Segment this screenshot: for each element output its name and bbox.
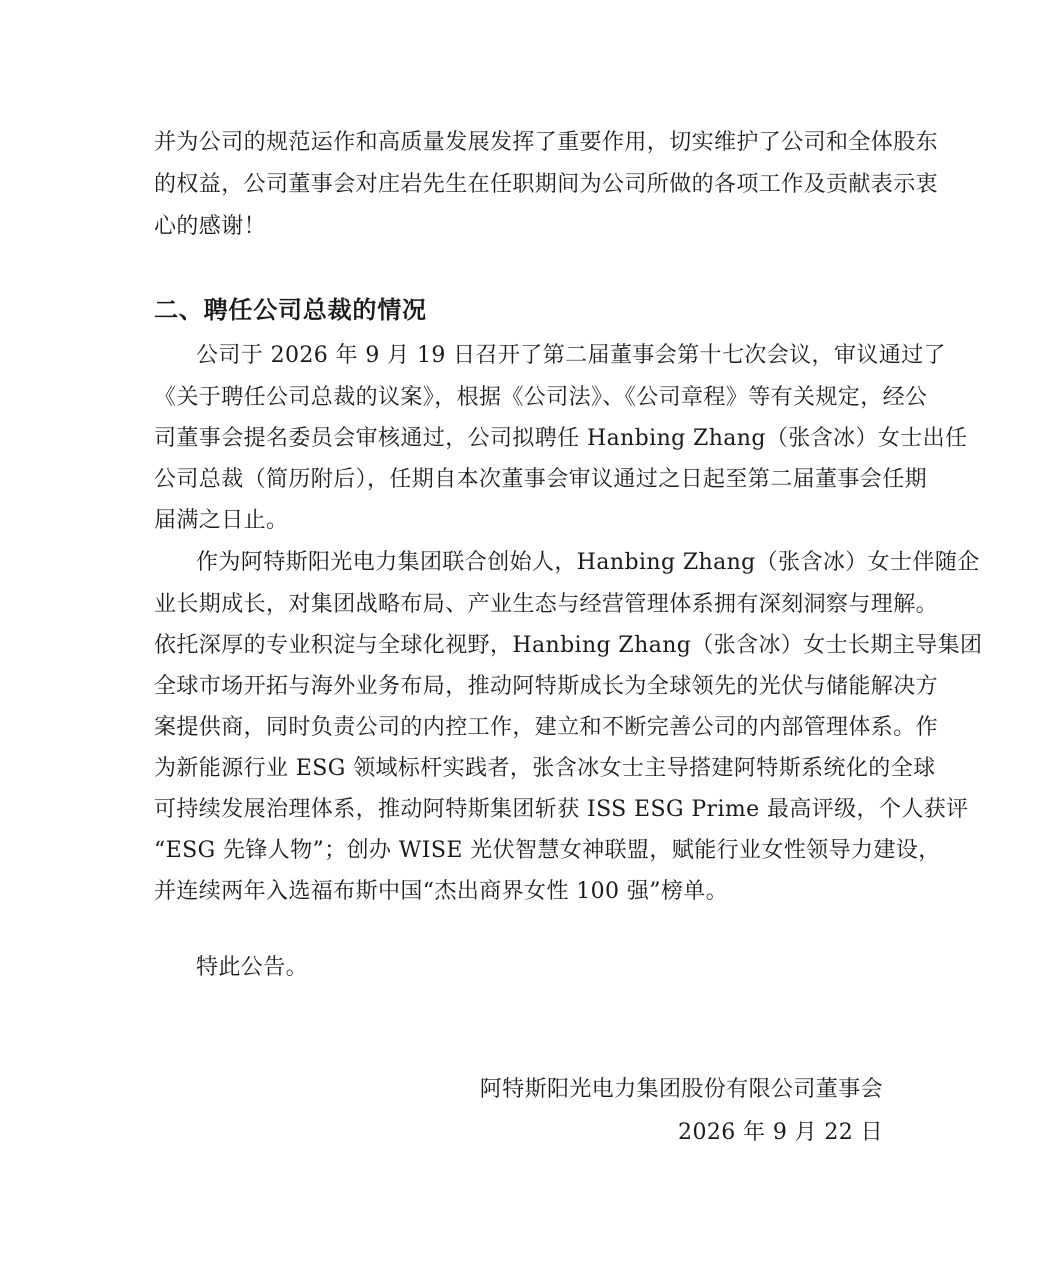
text-line: 《关于聘任公司总裁的议案》，根据《公司法》、《公司章程》等有关规定，经公	[154, 385, 928, 410]
section-heading: 二、聘任公司总裁的情况	[154, 296, 427, 324]
text-line: 案提供商，同时负责公司的内控工作，建立和不断完善公司的内部管理体系。作	[154, 715, 939, 740]
text-line: 全球市场开拓与海外业务布局，推动阿特斯成长为全球领先的光伏与储能解决方	[154, 674, 939, 699]
text-line: 并为公司的规范运作和高质量发展发挥了重要作用，切实维护了公司和全体股东	[154, 130, 939, 155]
text-line: 业长期成长，对集团战略布局、产业生态与经营管理体系拥有深刻洞察与理解。	[154, 592, 939, 617]
text-line: 公司于 2026 年 9 月 19 日召开了第二届董事会第十七次会议，审议通过了	[196, 343, 946, 368]
text-line: 司董事会提名委员会审核通过，公司拟聘任 Hanbing Zhang（张含冰）女士出任	[154, 426, 968, 451]
text-line: 心的感谢！	[154, 214, 267, 239]
signature-company: 阿特斯阳光电力集团股份有限公司董事会	[479, 1077, 883, 1102]
text-line: 作为阿特斯阳光电力集团联合创始人，Hanbing Zhang（张含冰）女士伴随企	[196, 550, 980, 575]
text-line: 届满之日止。	[154, 508, 289, 533]
text-line: “ESG 先锋人物”；创办 WISE 光伏智慧女神联盟，赋能行业女性领导力建设，	[154, 838, 941, 863]
text-line: 依托深厚的专业积淀与全球化视野，Hanbing Zhang（张含冰）女士长期主导集团	[154, 633, 983, 658]
text-line: 的权益，公司董事会对庄岩先生在任职期间为公司所做的各项工作及贡献表示衷	[154, 172, 939, 197]
text-line: 公司总裁（简历附后），任期自本次董事会审议通过之日起至第二届董事会任期	[154, 467, 928, 492]
text-line: 为新能源行业 ESG 领域标杆实践者，张含冰女士主导搭建阿特斯系统化的全球	[154, 756, 936, 781]
text-line: 并连续两年入选福布斯中国“杰出商界女性 100 强”榜单。	[154, 879, 729, 904]
text-line: 可持续发展治理体系，推动阿特斯集团斩获 ISS ESG Prime 最高评级，个人获评	[154, 797, 969, 822]
signature-date: 2026 年 9 月 22 日	[678, 1120, 883, 1145]
closing-text: 特此公告。	[196, 955, 309, 980]
